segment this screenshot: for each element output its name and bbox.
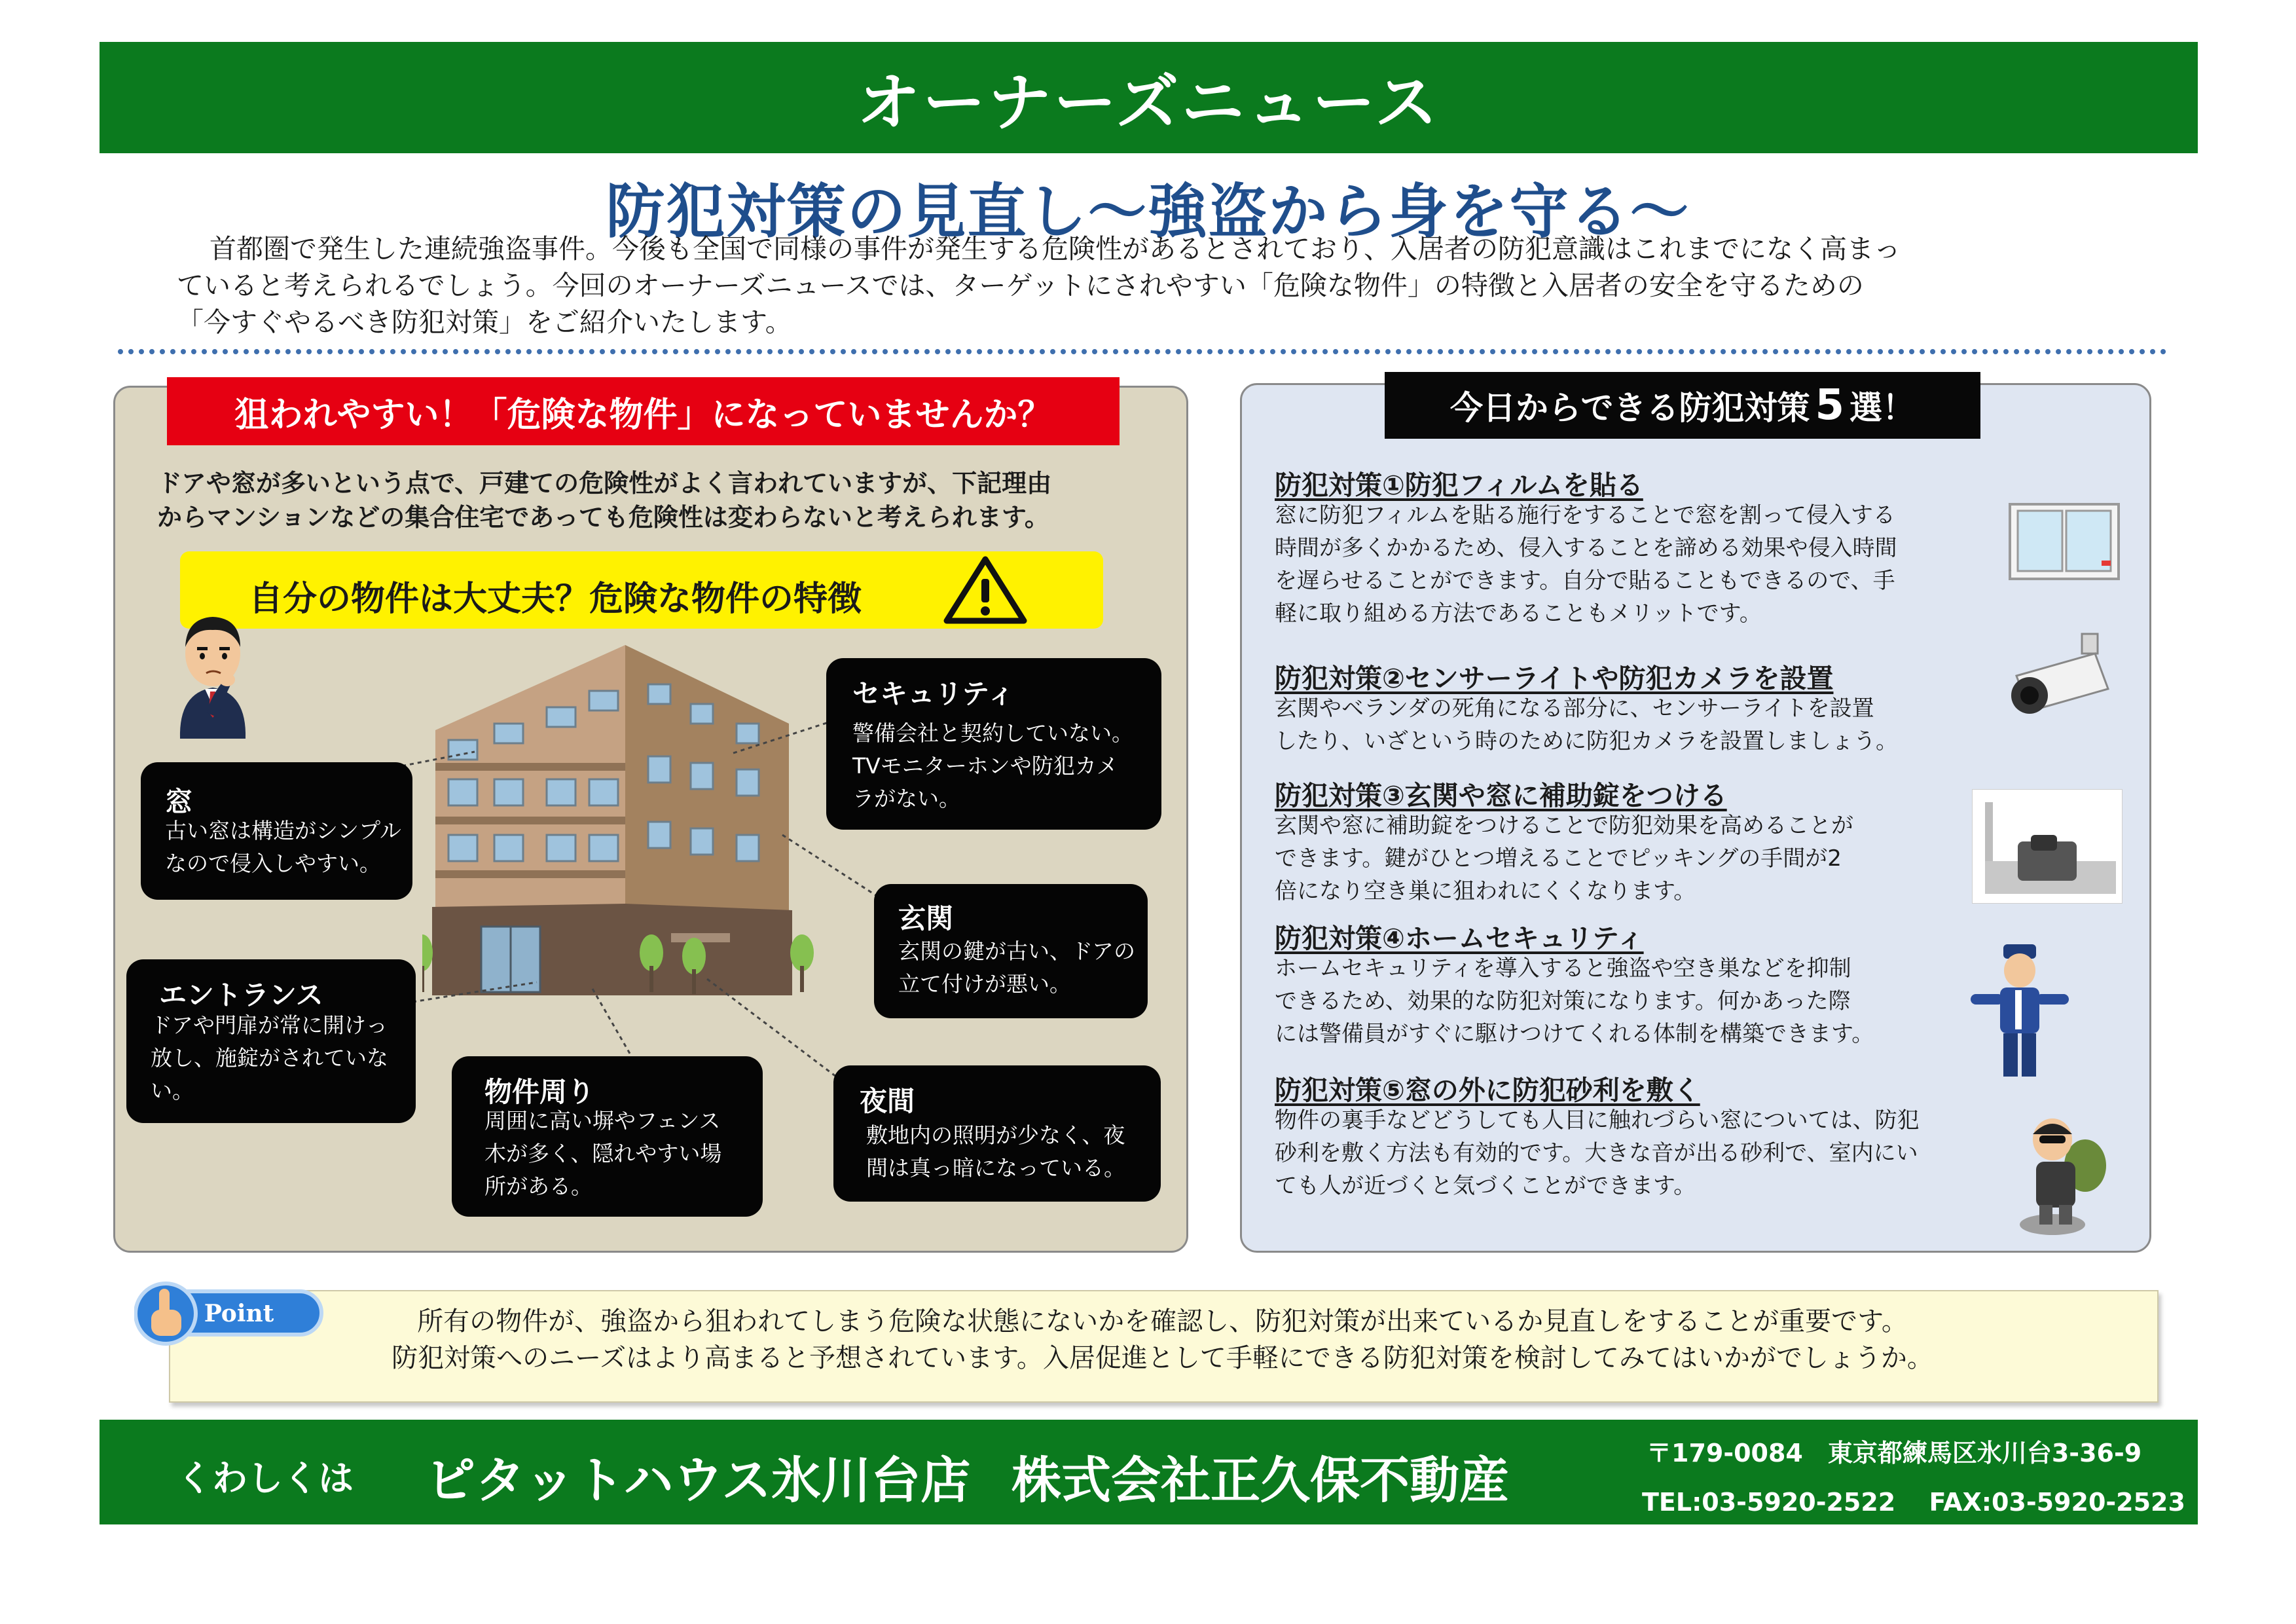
feature-title: セキュリティ [852, 678, 1015, 710]
feature-line: 立て付けが悪い。 [898, 971, 1071, 997]
feature-body [898, 935, 1135, 1001]
measure-line: 窓に防犯フィルムを貼る施行をすることで窓を割って侵入する [1275, 502, 1895, 528]
point-badge-label: Point [204, 1300, 274, 1327]
feature-box-window [141, 762, 412, 900]
feature-line: 敷地内の照明が少なく、夜 [866, 1122, 1125, 1148]
measure-2-title: 防犯対策②センサーライトや防犯カメラを設置 [1275, 663, 1834, 694]
point-line: 所有の物件が、強盗から狙われてしまう危険な状態にないかを確認し、防犯対策が出来ているか見直しをすることが重要です。 [417, 1306, 1908, 1337]
measure-line: したり、いざという時のために防犯カメラを設置しましょう。 [1275, 728, 1898, 754]
window-illustration [2009, 503, 2120, 580]
feature-title: 窓 [165, 786, 193, 818]
checklist-subheading: 自分の物件は大丈夫？危険な物件の特徴 [249, 580, 862, 619]
measure-3-body [1275, 809, 1853, 908]
measure-4-title: 防犯対策④ホームセキュリティ [1275, 923, 1644, 954]
point-line: 防犯対策へのニーズはより高まると予想されています。入居促進として手軽にできる防犯対策を検討してみてはいかがでしょうか。 [392, 1343, 1933, 1373]
feature-box-security [826, 658, 1161, 830]
feature-line: 玄関の鍵が古い、ドアの [898, 938, 1136, 964]
feature-box-surroundings [452, 1056, 763, 1217]
measure-3-title: 防犯対策③玄関や窓に補助錠をつける [1275, 780, 1727, 811]
feature-body [852, 717, 1133, 815]
measure-line: ホームセキュリティを導入すると強盗や空き巣などを抑制 [1275, 955, 1851, 982]
burglar-illustration [2013, 1107, 2118, 1238]
feature-line: 警備会社と契約していない。 [852, 720, 1133, 746]
measure-line: できます。鍵がひとつ増えることでピッキングの手間が2 [1275, 845, 1842, 872]
intro-line: ていると考えられるでしょう。今回のオーナーズニュースでは、ターゲットにされやすい「危険な物件」の特徴と入居者の安全を守るための [177, 270, 1864, 301]
feature-body [866, 1119, 1125, 1185]
feature-line: 周囲に高い塀やフェンス [484, 1108, 721, 1134]
security-guard-illustration [1971, 938, 2069, 1082]
feature-body [165, 815, 401, 880]
feature-box-night [833, 1065, 1161, 1202]
description-line: からマンションなどの集合住宅であっても危険性は変わらないと考えられます。 [157, 503, 1049, 532]
feature-line: 間は真っ暗になっている。 [866, 1155, 1125, 1181]
feature-line: 所がある。 [484, 1173, 592, 1199]
measure-1-body [1275, 499, 1897, 630]
feature-line: TVモニターホンや防犯カメ [852, 753, 1118, 779]
feature-line: 放し、施錠がされていな [151, 1045, 388, 1071]
dangerous-property-heading-text: 狙われやすい！「危険な物件」になっていませんか？ [234, 395, 1052, 435]
feature-line: ドアや門扉が常に開けっ [151, 1012, 388, 1038]
feature-line: 木が多く、隠れやすい場 [484, 1141, 722, 1166]
measure-line: 軽に取り組める方法であることもメリットです。 [1275, 600, 1762, 627]
feature-line: ラがない。 [852, 786, 960, 811]
heading-suffix: 選！ [1850, 389, 1916, 427]
measure-line: 砂利を敷く方法も有効的です。大きな音が出る砂利で、室内にい [1275, 1140, 1918, 1166]
measure-line: を遅らせることができます。自分で貼ることもできるので、手 [1275, 568, 1895, 594]
feature-box-entrance [126, 959, 416, 1123]
measure-line: できるため、効果的な防犯対策になります。何かあった際 [1275, 988, 1851, 1014]
measure-line: には警備員がすぐに駆けつけてくれる体制を構築できます。 [1275, 1021, 1874, 1047]
measure-line: 倍になり空き巣に狙われにくくなります。 [1275, 878, 1696, 904]
heading-prefix: 今日からできる防犯対策 [1449, 389, 1810, 427]
feature-box-front-door [874, 884, 1148, 1018]
measure-4-body [1275, 952, 1874, 1050]
point-badge [134, 1277, 324, 1350]
security-camera-illustration [2003, 630, 2115, 728]
measure-line: 時間が多くかかるため、侵入することを諦める効果や侵入時間 [1275, 535, 1897, 561]
measure-5-title: 防犯対策⑤窓の外に防犯砂利を敷く [1275, 1075, 1700, 1106]
heading-number: 5 [1815, 381, 1845, 430]
measure-line: 玄関や窓に補助錠をつけることで防犯効果を高めることが [1275, 813, 1853, 839]
feature-line: なので侵入しやすい。 [165, 851, 381, 876]
measure-line: 物件の裏手などどうしても人目に触れづらい窓については、防犯 [1275, 1107, 1920, 1134]
footer-inquiry-label: くわしくは [177, 1458, 354, 1499]
feature-title: 物件周り [484, 1076, 595, 1108]
measure-2-body [1275, 692, 1898, 758]
footer-company-name: 株式会社正久保不動産 [1011, 1451, 1509, 1509]
footer-address: 〒179-0084 東京都練馬区氷川台3-36-9 [1647, 1439, 2142, 1467]
measure-line: 玄関やベランダの死角になる部分に、センサーライトを設置 [1275, 695, 1874, 722]
footer-phone-fax: TEL:03-5920-2522 FAX:03-5920-2523 [1642, 1488, 2185, 1517]
footer-store-name: ピタットハウス氷川台店 [426, 1451, 971, 1509]
measure-1-title: 防犯対策①防犯フィルムを貼る [1275, 470, 1643, 501]
feature-line: い。 [151, 1078, 194, 1103]
feature-title: 玄関 [898, 902, 954, 934]
point-text [169, 1303, 2156, 1376]
page-title: 防犯対策の見直し～強盗から身を守る～ [606, 177, 1690, 246]
banner-title: オーナーズニュース [857, 65, 1440, 139]
feature-line: 古い窓は構造がシンプル [165, 818, 401, 843]
security-measures-heading [1385, 372, 1980, 439]
measure-5-body [1275, 1104, 1920, 1202]
feature-body [151, 1009, 388, 1107]
feature-title: エントランス [159, 979, 323, 1011]
auxiliary-lock-illustration [1972, 789, 2123, 904]
feature-body [484, 1105, 721, 1203]
description-line: ドアや窓が多いという点で、戸建ての危険性がよく言われていますが、下記理由 [157, 469, 1052, 498]
feature-title: 夜間 [860, 1085, 915, 1117]
intro-line: 「今すぐやるべき防犯対策」をご紹介いたします。 [177, 306, 792, 338]
intro-line: 首都圏で発生した連続強盗事件。今後も全国で同様の事件が発生する危険性があるとされており、入居者の防犯意識はこれまでになく高まっ [210, 233, 1901, 265]
measure-line: ても人が近づくと気づくことができます。 [1275, 1173, 1696, 1199]
